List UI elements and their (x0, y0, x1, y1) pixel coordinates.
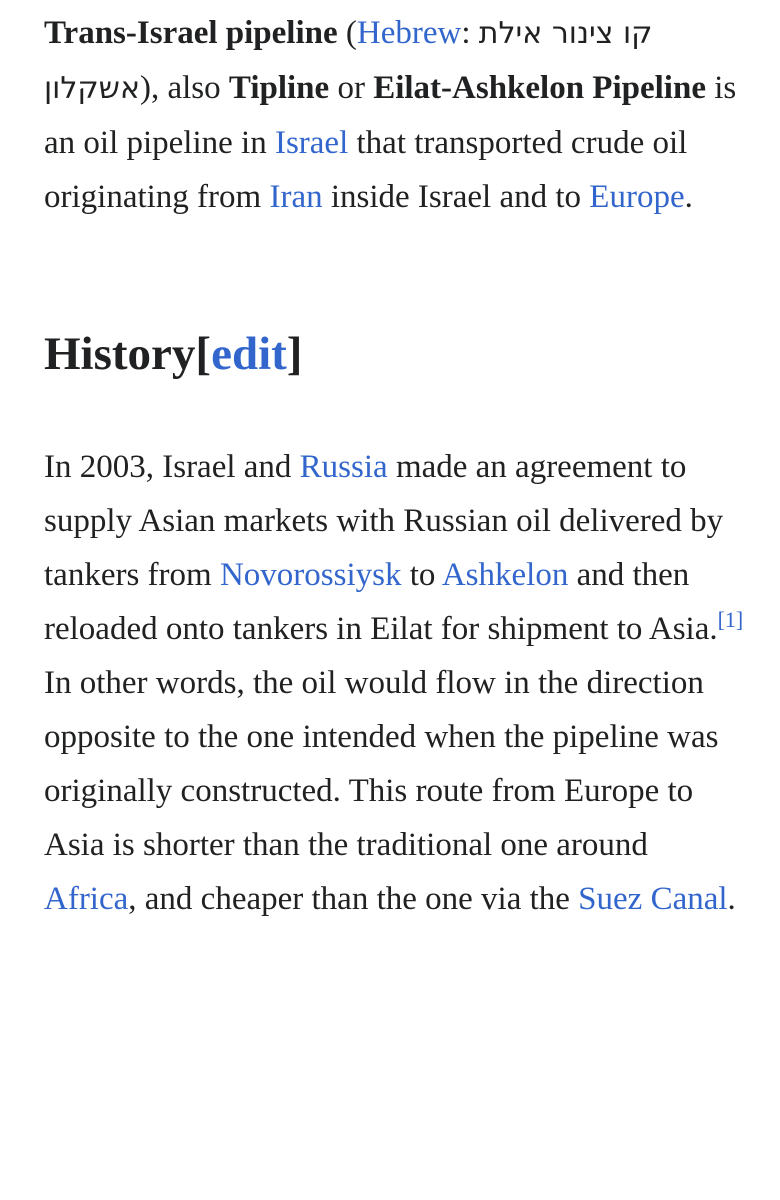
lead-text: that transported crude oil originating from (44, 125, 688, 215)
hebrew-name: קו צינור אילת אשקלון (44, 16, 653, 106)
history-text: , and cheaper than the one via the (128, 881, 579, 917)
lead-text: . (684, 179, 693, 215)
edit-bracket-open: [ (195, 328, 212, 380)
lead-text: is an oil pipeline in (44, 70, 737, 161)
history-text: . (727, 881, 736, 917)
link-africa[interactable]: Africa (44, 881, 129, 917)
link-russia[interactable]: Russia (299, 449, 388, 485)
lead-text: ), also (140, 70, 229, 106)
citation-link[interactable]: [1] (717, 607, 744, 632)
link-israel[interactable]: Israel (274, 125, 349, 161)
lead-text: inside Israel and to (322, 179, 590, 215)
lead-paragraph (44, 0, 744, 224)
link-suez-canal[interactable]: Suez Canal (578, 881, 728, 917)
alt-name-eilat-ashkelon: Eilat-Ashkelon Pipeline (373, 70, 706, 106)
section-heading-text: History (44, 328, 196, 380)
link-ashkelon[interactable]: Ashkelon (441, 557, 569, 593)
link-iran[interactable]: Iran (269, 179, 323, 215)
article-title-bold: Trans-Israel pipeline (44, 15, 338, 51)
lead-text: : (461, 15, 479, 51)
link-europe[interactable]: Europe (589, 179, 685, 215)
history-text: to (401, 557, 442, 593)
section-heading-history (44, 324, 744, 384)
edit-section-link[interactable]: edit (211, 328, 287, 380)
link-novorossiysk[interactable]: Novorossiysk (219, 557, 402, 593)
history-text: and then reloaded onto tankers in Eilat for shipment to Asia. (44, 557, 718, 647)
alt-name-tipline: Tipline (228, 70, 330, 106)
edit-bracket-close: ] (286, 328, 303, 380)
history-paragraph (44, 440, 744, 926)
history-text: In 2003, Israel and (44, 449, 300, 485)
link-hebrew[interactable]: Hebrew (356, 15, 462, 51)
lead-text: ( (337, 15, 357, 51)
history-text: made an agreement to supply Asian markets with Russian oil delivered by tankers from (44, 449, 724, 593)
history-text: In other words, the oil would flow in the direction opposite to the one intended when the pipeline was originally constructed. This route from Europe to Asia is shorter than the traditional one around (44, 665, 719, 863)
article-content (44, 0, 744, 926)
lead-text: or (329, 70, 374, 106)
